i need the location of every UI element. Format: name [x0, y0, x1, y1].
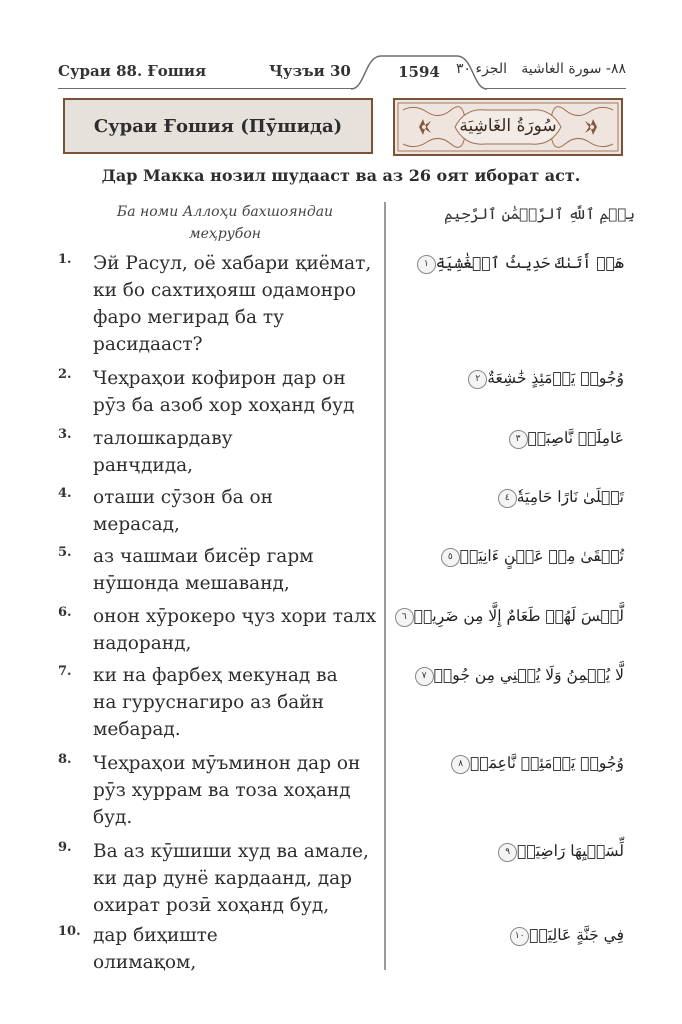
- verse-translation-line: оташи сӯзон ба он: [93, 487, 274, 508]
- surah-ornament-banner: [393, 98, 623, 156]
- ayah-end-marker-icon: ٩: [498, 843, 517, 862]
- verse-translation-line: олимақом,: [93, 952, 197, 973]
- verse-number: 4.: [58, 486, 72, 501]
- surah-title: Сураи Ғошия (Пӯшида): [93, 115, 343, 137]
- verse-translation: [93, 543, 378, 597]
- header-juz-arabic: الجزء ٣٠: [456, 61, 507, 77]
- verse-translation-line: аз чашмаи бисёр гарм: [93, 546, 314, 567]
- verse-translation: [93, 250, 378, 358]
- verse-number: 8.: [58, 752, 72, 767]
- basmala-translation: [100, 201, 350, 245]
- verse-translation: [93, 662, 378, 743]
- verse-translation-line: Ва аз кӯшиши худ ва амале,: [93, 841, 369, 862]
- verse-arabic: [364, 754, 624, 774]
- verse-arabic-text: لِّسَعۡيِهَا رَاضِيَةٞ: [517, 842, 624, 860]
- ayah-end-marker-icon: ٨: [451, 755, 470, 774]
- verse-arabic: [364, 842, 624, 862]
- basmala-arabic: بِسۡمِ ٱللَّهِ ٱلرَّحۡمَٰنِ ٱلرَّحِيمِ: [444, 205, 635, 223]
- verse-translation-line: на гуруснагиро аз байн: [93, 692, 324, 713]
- verse-translation: [93, 603, 378, 657]
- verse-translation: [93, 750, 378, 831]
- verse-translation: [93, 922, 378, 976]
- verse-arabic-text: فِي جَنَّةٍ عَالِيَةٖ: [529, 926, 624, 944]
- verse-translation-line: талошкардаву: [93, 428, 233, 449]
- verse-arabic: [364, 547, 624, 567]
- verse-translation-line: нӯшонда мешаванд,: [93, 573, 290, 594]
- verse-arabic-text: وُجُوهٞ يَوۡمَئِذٍ خَٰشِعَةٌ: [487, 369, 624, 387]
- verse-arabic-text: تَصۡلَىٰ نَارًا حَامِيَةٗ: [516, 488, 624, 506]
- verse-arabic-text: تُسۡقَىٰ مِنۡ عَيۡنٍ ءَانِيَةٖ: [459, 547, 624, 565]
- revelation-note: Дар Макка нозил шудааст ва аз 26 оят иборат аст.: [101, 166, 581, 185]
- ayah-end-marker-icon: ٦: [395, 608, 414, 627]
- verse-translation: [93, 425, 378, 479]
- verse-translation-line: Чеҳраҳои кофирон дар он: [93, 368, 346, 389]
- ayah-end-marker-icon: ٢: [468, 370, 487, 389]
- header-juz-label: Ҷузъи 30: [269, 62, 351, 80]
- verse-arabic: [364, 429, 624, 449]
- verse-number: 5.: [58, 545, 72, 560]
- ayah-end-marker-icon: ٣: [509, 430, 528, 449]
- verse-translation-line: охират розӣ хоҳанд буд,: [93, 895, 330, 916]
- verse-arabic-text: عَامِلَةٞ نَّاصِبَةٞ: [527, 429, 624, 447]
- verse-number: 6.: [58, 605, 72, 620]
- ornament-arabic-title: سُورَةُ الغَاشِيَة: [459, 116, 557, 136]
- verse-translation: [93, 838, 378, 919]
- verse-translation-line: мерасад,: [93, 514, 180, 535]
- verse-arabic-text: لَّيۡسَ لَهُمۡ طَعَامٌ إِلَّا مِن ضَرِيعٖ: [413, 607, 624, 625]
- verse-translation-line: рӯз ба азоб хор хоҳанд буд: [93, 395, 355, 416]
- verse-translation-line: Эй Расул, оё хабари қиёмат,: [93, 253, 372, 274]
- surah-title-box: [63, 98, 373, 154]
- verse-translation: [93, 484, 378, 538]
- verse-translation-line: рӯз хуррам ва тоза хоҳанд: [93, 780, 351, 801]
- verse-translation-line: дар биҳиште: [93, 925, 218, 946]
- verse-arabic: [364, 666, 624, 686]
- verse-number: 10.: [58, 924, 81, 939]
- verse-arabic: [364, 254, 624, 274]
- verse-arabic: [364, 607, 624, 627]
- verse-number: 3.: [58, 427, 72, 442]
- basmala-translation-line-2: меҳрубон: [189, 226, 261, 242]
- verse-number: 1.: [58, 252, 72, 267]
- verse-arabic-text: لَّا يُسۡمِنُ وَلَا يُغۡنِي مِن جُوعٖ: [433, 666, 624, 684]
- verse-translation-line: мебарад.: [93, 719, 181, 740]
- basmala-translation-line-1: Ба номи Аллоҳи бахшояндаи: [116, 204, 334, 220]
- verse-translation-line: ки дар дунё кардаанд, дар: [93, 868, 352, 889]
- verse-translation-line: ранҷдида,: [93, 455, 193, 476]
- ayah-end-marker-icon: ١٠: [510, 927, 529, 946]
- verse-arabic: [364, 369, 624, 389]
- verse-translation-line: буд.: [93, 807, 133, 828]
- verse-translation-line: Чеҳраҳои мӯъминон дар он: [93, 753, 361, 774]
- verse-translation-line: фаро мегирад ба ту: [93, 307, 285, 328]
- verse-number: 7.: [58, 664, 72, 679]
- verse-arabic: [364, 488, 624, 508]
- ayah-end-marker-icon: ١: [417, 255, 436, 274]
- verse-number: 2.: [58, 367, 72, 382]
- verse-translation-line: онон хӯрокеро ҷуз хори талх: [93, 606, 377, 627]
- verse-translation-line: надоранд,: [93, 633, 192, 654]
- page-number: 1594: [398, 63, 440, 81]
- verse-arabic-text: هَلۡ أَتَىٰكَ حَدِيثُ ٱلۡغَٰشِيَةِ: [435, 254, 624, 272]
- verse-translation-line: ки бо сахтиҳояш одамонро: [93, 280, 357, 301]
- header-surah-arabic: ٨٨- سورة الغاشية: [521, 61, 626, 77]
- ayah-end-marker-icon: ٤: [498, 489, 517, 508]
- verse-translation: [93, 365, 378, 419]
- verse-translation-line: ки на фарбеҳ мекунад ва: [93, 665, 338, 686]
- page-header: [58, 54, 626, 89]
- ayah-end-marker-icon: ٥: [441, 548, 460, 567]
- verse-arabic-text: وُجُوهٞ يَوۡمَئِذٖ نَّاعِمَةٞ: [470, 754, 624, 772]
- verse-number: 9.: [58, 840, 72, 855]
- verse-translation-line: расидааст?: [93, 334, 203, 355]
- header-surah-label: Сураи 88. Ғошия: [58, 62, 207, 80]
- verse-arabic: [364, 926, 624, 946]
- ayah-end-marker-icon: ٧: [415, 667, 434, 686]
